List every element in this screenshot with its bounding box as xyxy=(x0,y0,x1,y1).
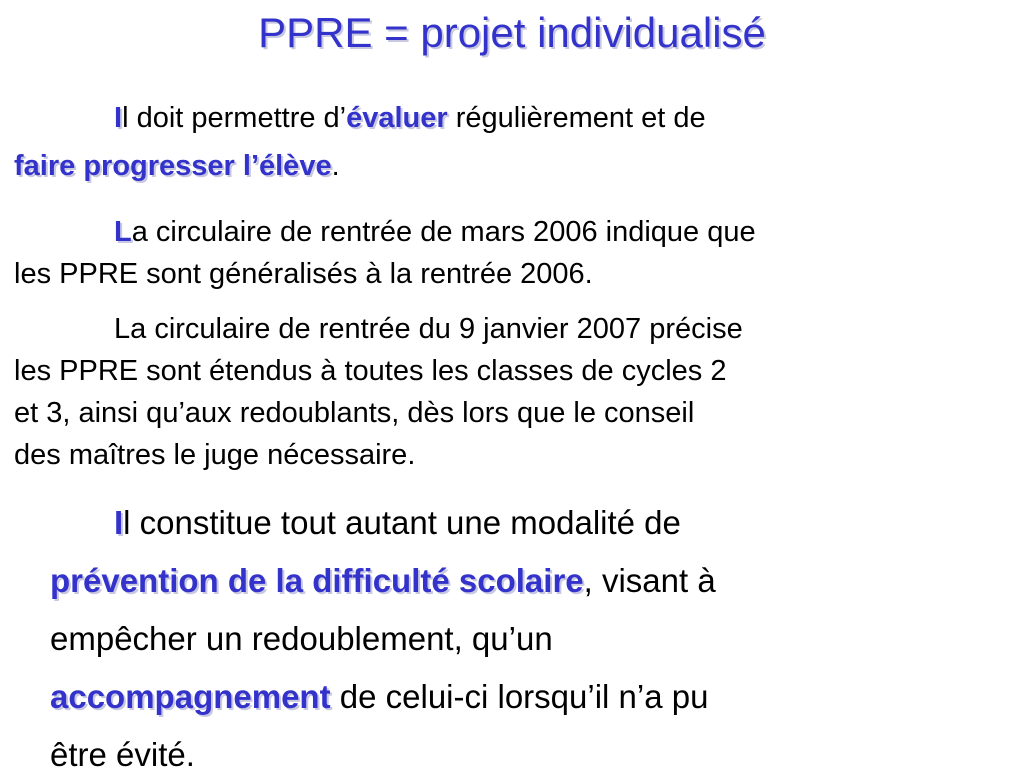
paragraph-circulaire-2007 xyxy=(14,308,743,476)
text: de celui-ci lorsqu’il n’a pu xyxy=(330,678,709,715)
text: l constitue tout autant une modalité de xyxy=(123,504,681,541)
text: . xyxy=(331,150,340,182)
slide-title: PPRE = projet individualisé xyxy=(258,9,766,56)
text: et 3, ainsi qu’aux redoublants, dès lors que le conseil xyxy=(14,397,695,429)
text: régulièrement et de xyxy=(447,102,706,134)
emphasis-accompagnement: accompagnement xyxy=(50,678,331,715)
text: a circulaire de rentrée de mars 2006 indique que xyxy=(131,216,756,248)
text: les PPRE sont généralisés à la rentrée 2006. xyxy=(14,258,593,290)
paragraph-circulaire-2006 xyxy=(14,211,756,295)
dropcap: I xyxy=(114,102,123,134)
text: être évité. xyxy=(50,736,195,768)
text: des maîtres le juge nécessaire. xyxy=(14,439,416,471)
text: , visant à xyxy=(583,562,716,599)
text: les PPRE sont étendus à toutes les classes de cycles 2 xyxy=(14,355,727,387)
emphasis-evaluer: évaluer xyxy=(346,102,448,134)
paragraph-evaluer xyxy=(14,94,706,190)
paragraph-prevention xyxy=(50,494,716,768)
emphasis-faire-progresser: faire progresser l’élève xyxy=(14,150,332,182)
emphasis-prevention: prévention de la difficulté scolaire xyxy=(50,562,584,599)
text: l doit permettre d’ xyxy=(122,102,347,134)
text: empêcher un redoublement, qu’un xyxy=(50,620,553,657)
dropcap: I xyxy=(114,504,124,541)
dropcap: L xyxy=(114,216,132,248)
text: La circulaire de rentrée du 9 janvier 2007 précise xyxy=(114,313,743,345)
